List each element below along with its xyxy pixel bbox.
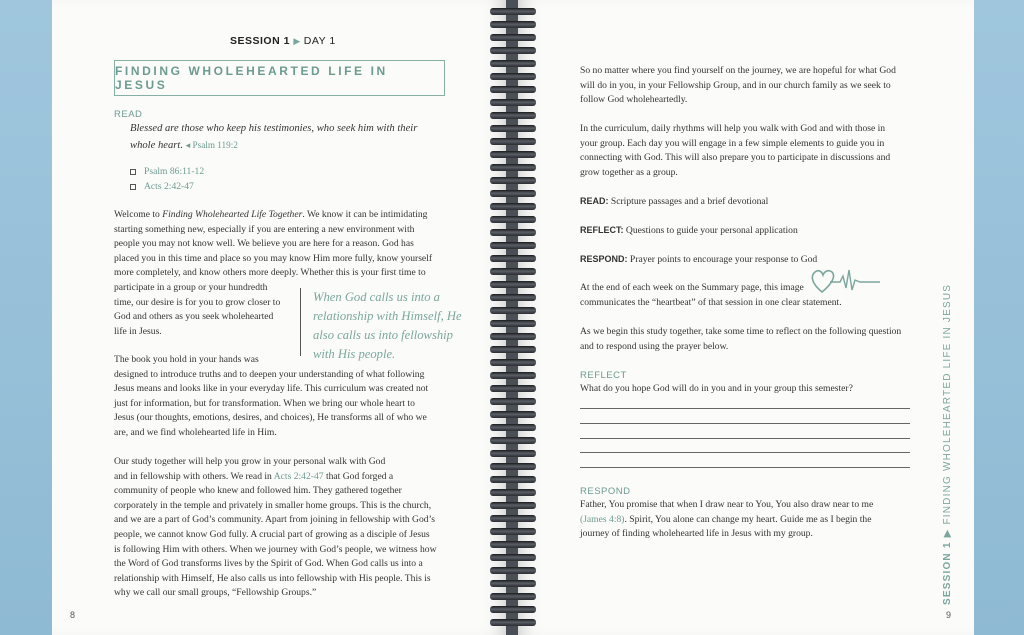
coil-ring (490, 294, 536, 301)
text-line: communicates the “heartbeat” of that session in one clear statement. (580, 296, 842, 308)
pull-quote: When God calls us into a relationship with Himself, He also calls us into fellowship with His people. (300, 288, 465, 356)
element-term: READ: (580, 196, 609, 206)
coil-ring (490, 476, 536, 483)
sidebar-session-label: SESSION 1 (942, 541, 953, 605)
coil-ring (490, 515, 536, 522)
triangle-right-icon: ▶ (942, 524, 953, 538)
coil-ring (490, 619, 536, 626)
text-line: is following Him with others. When we journey with God’s people, we witness how (114, 543, 437, 555)
element-reflect (580, 223, 920, 239)
coil-ring (490, 164, 536, 171)
text-line: So no matter where you find yourself on the journey, we are hopeful for what God (580, 65, 896, 76)
coil-ring (490, 177, 536, 184)
verse-text: whole heart. (130, 140, 183, 151)
text-line: more completely, and know others more deeply. Whether this is your first time to (114, 267, 426, 279)
coil-ring (490, 580, 536, 587)
text-line: grow together as a group. (580, 166, 678, 178)
coil-ring (490, 411, 536, 418)
coil-ring (490, 320, 536, 327)
text-line: people, we cannot know God fully. A crucial part of growing as a disciple of Jesus (114, 528, 430, 540)
text-line: Jesus means and looks like in your everyday life. This curriculum was created not (114, 383, 429, 395)
coil-ring (490, 8, 536, 15)
coil-ring (490, 554, 536, 561)
coil-ring (490, 372, 536, 379)
text-line: designed to introduce truths and to deepen your understanding of what following (114, 368, 425, 380)
coil-ring (490, 47, 536, 54)
coil-ring (490, 281, 536, 288)
text-line: journey of finding wholehearted life in Jesus with my group. (580, 528, 813, 540)
spiral-spine (506, 0, 518, 635)
text-line (114, 470, 454, 485)
element-term: RESPOND: (580, 254, 628, 264)
day-label: DAY 1 (303, 35, 336, 47)
page-number-right: 9 (946, 610, 952, 620)
triangle-right-icon: ▶ (293, 36, 304, 46)
coil-ring (490, 528, 536, 535)
coil-ring (490, 21, 536, 28)
coil-ring (490, 242, 536, 249)
coil-ring (490, 190, 536, 197)
text-line: why we call our small groups, “Fellowship Groups.” (114, 587, 317, 599)
checklist-item[interactable] (130, 179, 204, 194)
coil-ring (490, 502, 536, 509)
coil-ring (490, 86, 536, 93)
coil-ring (490, 125, 536, 132)
coil-ring (490, 60, 536, 67)
scripture-link[interactable]: Acts 2:42-47 (273, 470, 324, 482)
text-line: The book you hold in your hands was (114, 354, 259, 365)
text-line: corporately in the temple and privately in smaller home groups. This is the church, (114, 499, 432, 511)
text-line (114, 208, 454, 223)
verse-quote (130, 121, 460, 154)
coil-ring (490, 359, 536, 366)
checkbox-icon[interactable] (130, 184, 136, 190)
text-run: that God forged a (323, 470, 394, 482)
text-line: In the curriculum, daily rhythms will help you walk with God and with those in (580, 123, 886, 134)
verse-line: Blessed are those who keep his testimonies, who seek him with their (130, 123, 418, 134)
text-line: your group. Each day you will engage in a few simple elements to guide you in (580, 137, 885, 149)
text-line: and to respond using the prayer below. (580, 340, 729, 352)
coil-ring (490, 151, 536, 158)
text-line: people you may not know well. We believe you are here for a reason. God has (114, 238, 414, 250)
book-intro-paragraph (114, 353, 454, 441)
answer-line[interactable] (580, 423, 910, 424)
reading-checklist (130, 164, 204, 194)
reflect-question: What do you hope God will do in you and in your group this semester? (580, 383, 853, 394)
coil-ring (490, 593, 536, 600)
checkbox-icon[interactable] (130, 169, 136, 175)
text-line: the Word of God transforms lives by the Spirit of God. When God calls us into a (114, 558, 423, 570)
text-line: starting something new, especially if you are entering a new environment with (114, 223, 415, 235)
text-run: and in fellowship with others. We read in (114, 470, 274, 482)
text-line: placed you in this time and place so you may know Him more fully, know yourself (114, 252, 433, 264)
coil-ring (490, 346, 536, 353)
text-line: just for information, but for transformation. When we bring our whole heart to (114, 397, 415, 409)
text-line: At the end of each week on the Summary page, this image (580, 282, 804, 293)
text-line: life in Jesus. (114, 325, 162, 337)
coil-ring (490, 463, 536, 470)
element-definition: Prayer points to encourage your response to God (627, 254, 818, 265)
verse-reference: ◂ Psalm 119:2 (185, 140, 238, 150)
verse-line (130, 137, 460, 154)
coil-ring (490, 216, 536, 223)
text-line: God and others as you seek wholehearted (114, 311, 274, 323)
checklist-label: Psalm 86:11-12 (144, 166, 205, 177)
vertical-section-tab (942, 284, 953, 605)
text-run: . Spirit, You alone can change my heart. Guide me as I begin the (624, 513, 872, 525)
checklist-item[interactable] (130, 164, 204, 179)
begin-paragraph (580, 325, 920, 354)
text-run: . We know it can be intimidating (302, 209, 428, 220)
coil-ring (490, 385, 536, 392)
answer-line[interactable] (580, 467, 910, 468)
text-line: As we begin this study together, take some time to reflect on the following question (580, 326, 902, 337)
read-label: READ (114, 109, 143, 120)
coil-ring (490, 112, 536, 119)
book-title: Finding Wholehearted Life Together (162, 209, 303, 220)
page-number-left: 8 (70, 610, 76, 620)
respond-label: RESPOND (580, 486, 631, 497)
coil-ring (490, 229, 536, 236)
answer-line[interactable] (580, 452, 910, 453)
coil-ring (490, 34, 536, 41)
text-line: are, and we find wholehearted life in Him. (114, 426, 277, 438)
text-line: will do in you, in your Fellowship Group, and in our church family as we seek to (580, 79, 891, 91)
coil-ring (490, 268, 536, 275)
coil-ring (490, 203, 536, 210)
element-read (580, 194, 920, 210)
study-paragraph (114, 455, 454, 601)
text-run: Welcome to (114, 209, 163, 220)
coil-ring (490, 489, 536, 496)
coil-ring (490, 73, 536, 80)
text-line (580, 513, 920, 528)
coil-ring (490, 333, 536, 340)
coil-ring (490, 99, 536, 106)
sidebar-title: FINDING WHOLEHEARTED LIFE IN JESUS (942, 283, 953, 525)
page-title: FINDING WHOLEHEARTED LIFE IN JESUS (114, 60, 445, 96)
coil-ring (490, 541, 536, 548)
text-line: Our study together will help you grow in your personal walk with God (114, 456, 386, 467)
answer-line[interactable] (580, 438, 910, 439)
coil-ring (490, 138, 536, 145)
text-line: Jesus (our thoughts, emotions, desires, and choices), He transforms all of who we (114, 412, 427, 424)
text-line: and we are a part of God’s community. Apart from joining in fellowship with God’s (114, 514, 435, 526)
session-label: SESSION 1 (230, 35, 290, 47)
coil-ring (490, 307, 536, 314)
text-line: time, our desire is for you to grow closer to (114, 296, 281, 308)
text-line: connecting with God. This will also prepare you to participate in discussions and (580, 152, 891, 164)
journey-paragraph (580, 64, 920, 108)
text-line: relationship with Himself, He also calls us into fellowship with His people. This is (114, 572, 431, 584)
coil-ring (490, 567, 536, 574)
coil-ring (490, 255, 536, 262)
coil-ring (490, 450, 536, 457)
rhythms-paragraph (580, 122, 920, 180)
text-line: follow God wholeheartedly. (580, 94, 688, 106)
text-line: community of people who knew and followed him. They gathered together (114, 485, 402, 497)
scripture-link[interactable]: (James 4:8) (580, 513, 625, 525)
reflect-label: REFLECT (580, 370, 627, 381)
coil-ring (490, 437, 536, 444)
coil-ring (490, 398, 536, 405)
checklist-label: Acts 2:42-47 (144, 181, 194, 192)
answer-line[interactable] (580, 408, 910, 409)
prayer-paragraph (580, 498, 920, 542)
element-term: REFLECT: (580, 225, 624, 235)
coil-ring (490, 424, 536, 431)
element-definition: Questions to guide your personal application (623, 225, 798, 236)
heartbeat-icon (808, 266, 884, 296)
session-day-header (230, 35, 336, 47)
text-line: Father, You promise that when I draw near to You, You also draw near to me (580, 499, 874, 510)
coil-ring (490, 606, 536, 613)
text-line: participate in a group or your hundredth (114, 281, 268, 293)
element-definition: Scripture passages and a brief devotional (608, 196, 769, 207)
